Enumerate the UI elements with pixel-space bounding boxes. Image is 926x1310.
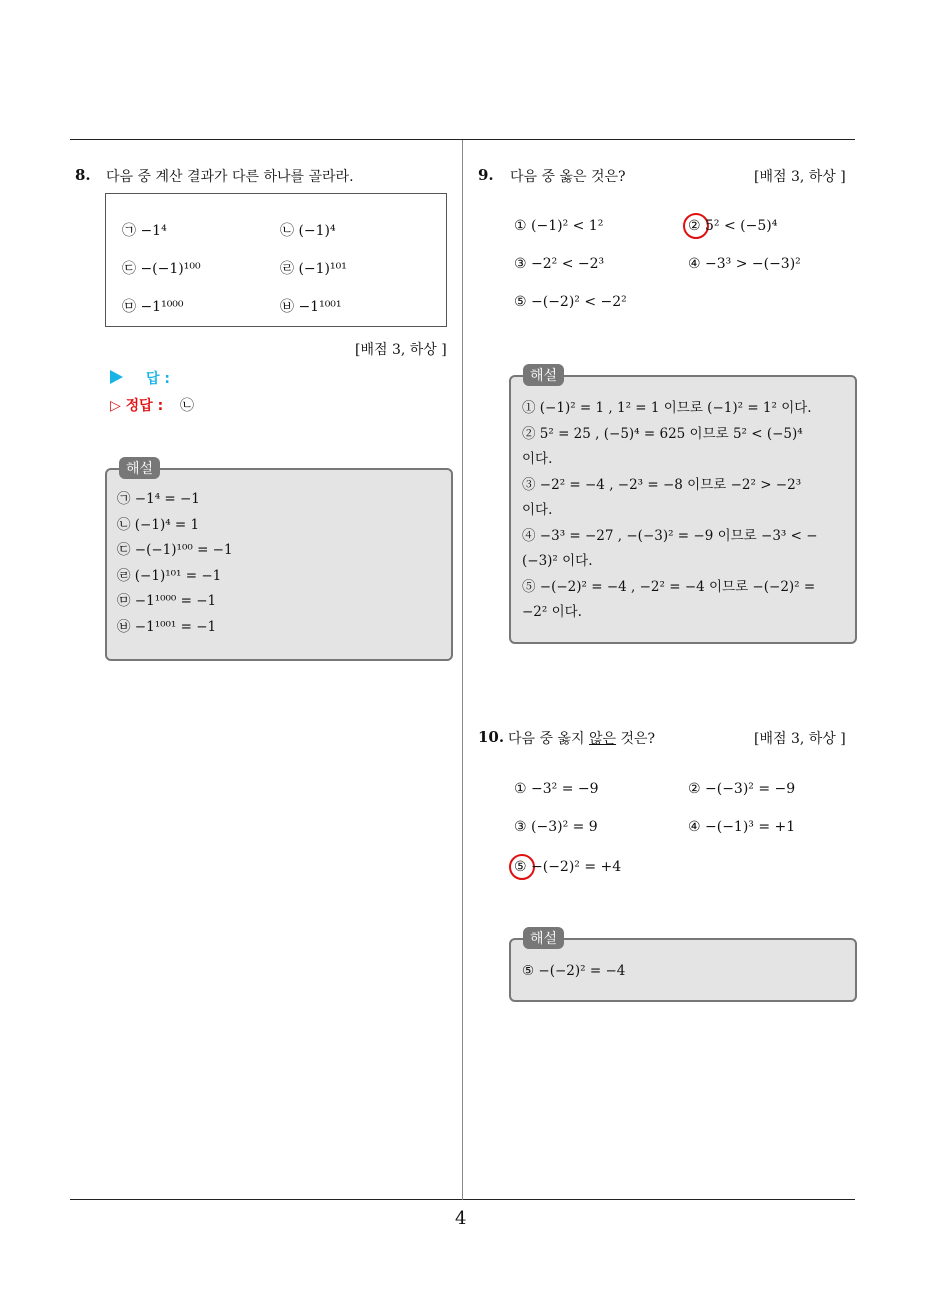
q10-question-text bbox=[508, 728, 655, 748]
q9-points: [배점 3, 하상 ] bbox=[754, 169, 846, 185]
q9-option-4: ④ −3³ > −(−3)² bbox=[688, 256, 801, 272]
q10-option-4: ④ −(−1)³ = +1 bbox=[688, 819, 796, 835]
q8-explanation-line: ㉠ −1⁴ = −1 bbox=[117, 491, 200, 507]
q9-option-2: ② 5² < (−5)⁴ bbox=[688, 218, 778, 234]
q8-explanation-line: ㉡ (−1)⁴ = 1 bbox=[117, 516, 200, 533]
q9-explanation-line: (−3)² 이다. bbox=[522, 553, 593, 569]
q10-explanation-tag: 해설 bbox=[523, 927, 564, 949]
q8-option-6: ㉥ −1¹⁰⁰¹ bbox=[280, 299, 342, 315]
q8-explanation-line: ㉣ (−1)¹⁰¹ = −1 bbox=[117, 567, 222, 584]
q9-explanation-line: 이다. bbox=[522, 451, 553, 467]
q9-option-1: ① (−1)² < 1² bbox=[514, 218, 604, 234]
q8-correct-label: ▷ 정답 : bbox=[110, 398, 164, 414]
q8-explanation-tag: 해설 bbox=[119, 457, 160, 479]
q8-answer-label: 답 : bbox=[146, 371, 170, 387]
q8-explanation-line: ㉥ −1¹⁰⁰¹ = −1 bbox=[117, 618, 217, 635]
q9-explanation-line: −2² 이다. bbox=[522, 604, 582, 620]
q8-correct-value: ㉡ bbox=[180, 398, 194, 414]
q10-number: 10. bbox=[478, 728, 505, 746]
q8-explanation-box bbox=[105, 461, 453, 661]
q10-explanation-line: ⑤ −(−2)² = −4 bbox=[522, 963, 626, 979]
q10-option-2: ② −(−3)² = −9 bbox=[688, 781, 796, 797]
q8-option-1: ㉠ −1⁴ bbox=[122, 223, 167, 239]
q8-option-3: ㉢ −(−1)¹⁰⁰ bbox=[122, 261, 201, 277]
column-divider bbox=[462, 140, 463, 1200]
q9-explanation-line: ① (−1)² = 1 , 1² = 1 이므로 (−1)² = 1² 이다. bbox=[522, 400, 812, 416]
q8-explanation-line: ㉤ −1¹⁰⁰⁰ = −1 bbox=[117, 593, 217, 609]
q10-option-1: ① −3² = −9 bbox=[514, 781, 599, 797]
q8-option-5: ㉤ −1¹⁰⁰⁰ bbox=[122, 299, 184, 315]
q9-question-text: 다음 중 옳은 것은? bbox=[510, 169, 626, 185]
answer-arrow-icon bbox=[110, 370, 123, 384]
q10-option-5: ⑤ −(−2)² = +4 bbox=[514, 859, 622, 875]
q8-option-2: ㉡ (−1)⁴ bbox=[280, 223, 336, 239]
q9-explanation-line: ② 5² = 25 , (−5)⁴ = 625 이므로 5² < (−5)⁴ bbox=[522, 425, 803, 442]
page-number: 4 bbox=[455, 1208, 467, 1229]
q8-number: 8. bbox=[75, 166, 91, 184]
q9-explanation-line: ⑤ −(−2)² = −4 , −2² = −4 이므로 −(−2)² = bbox=[522, 578, 816, 595]
q10-points: [배점 3, 하상 ] bbox=[754, 731, 846, 747]
q9-option-5: ⑤ −(−2)² < −2² bbox=[514, 294, 627, 310]
q10-option-3: ③ (−3)² = 9 bbox=[514, 819, 598, 835]
q8-points: [배점 3, 하상 ] bbox=[355, 342, 447, 358]
q9-explanation-box bbox=[509, 368, 857, 644]
q10-text-after: 것은? bbox=[616, 731, 656, 747]
q8-explanation-line: ㉢ −(−1)¹⁰⁰ = −1 bbox=[117, 542, 233, 558]
q8-question-text: 다음 중 계산 결과가 다른 하나를 골라라. bbox=[106, 169, 354, 185]
q9-explanation-line: 이다. bbox=[522, 502, 553, 518]
q8-option-4: ㉣ (−1)¹⁰¹ bbox=[280, 261, 347, 277]
q10-text-underlined: 않은 bbox=[588, 731, 617, 747]
q10-explanation-box bbox=[509, 931, 857, 1002]
q10-text-before: 다음 중 옳지 bbox=[508, 731, 589, 747]
q9-explanation-line: ③ −2² = −4 , −2³ = −8 이므로 −2² > −2³ bbox=[522, 476, 802, 493]
q9-option-3: ③ −2² < −2³ bbox=[514, 256, 605, 272]
q9-explanation-line: ④ −3³ = −27 , −(−3)² = −9 이므로 −3³ < − bbox=[522, 527, 818, 544]
q9-explanation-tag: 해설 bbox=[523, 364, 564, 386]
q9-number: 9. bbox=[478, 166, 494, 184]
